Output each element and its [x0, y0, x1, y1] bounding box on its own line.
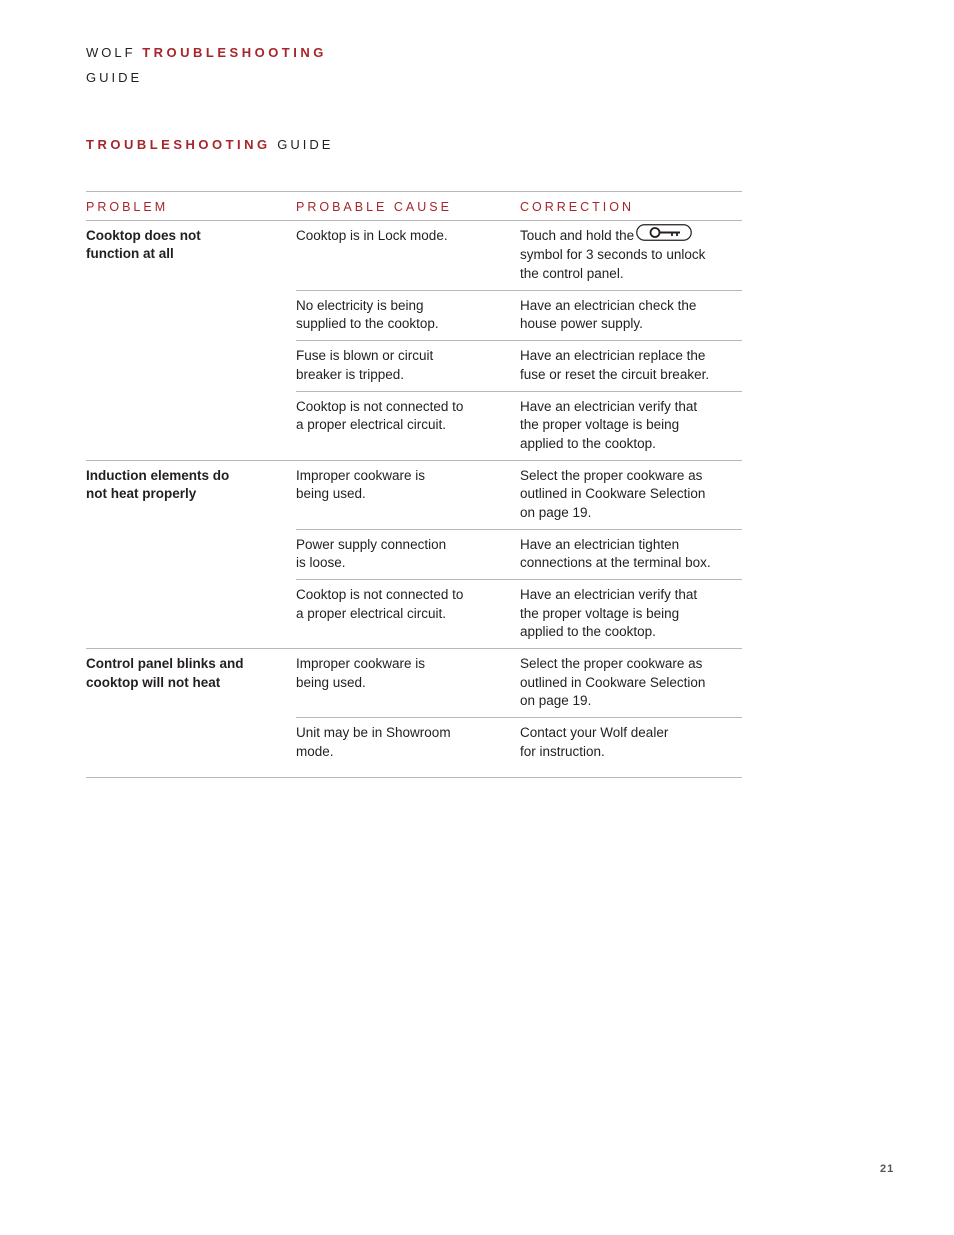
table-row [296, 291, 742, 342]
key-icon [636, 224, 692, 246]
problem-label: Control panel blinks and cooktop will not heat [86, 656, 244, 690]
problem-label: Induction elements do not heat properly [86, 467, 230, 502]
table-row [296, 530, 742, 581]
running-header [86, 40, 327, 90]
column-header-cause: PROBABLE CAUSE [296, 200, 452, 214]
cause-cell: Power supply connection is loose. [296, 536, 447, 571]
correction-cell: Select the proper cookware as outlined in Cookware Selection on page 19. [520, 656, 706, 708]
correction-cell: Contact your Wolf dealer for instruction. [520, 725, 669, 759]
correction-cell: Have an electrician replace the fuse or reset the circuit breaker. [520, 348, 710, 382]
page-number: 21 [880, 1163, 895, 1175]
correction-text-pre: Touch and hold the [520, 228, 635, 244]
correction-text-post: symbol for 3 seconds to unlock the control panel. [520, 247, 706, 281]
cause-cell: Unit may be in Showroom mode. [296, 725, 451, 759]
section-title-bold: TROUBLESHOOTING [86, 137, 271, 152]
troubleshooting-table [86, 191, 742, 778]
cause-cell: Improper cookware is being used. [296, 656, 426, 690]
cause-cell: Cooktop is not connected to a proper electrical circuit. [296, 399, 464, 433]
cause-cell: Cooktop is in Lock mode. [296, 228, 448, 243]
table-row [296, 649, 742, 718]
problem-label: Cooktop does not function at all [86, 228, 201, 262]
column-header-correction: CORRECTION [520, 200, 635, 214]
header-subtitle: GUIDE [86, 70, 143, 85]
correction-cell: Have an electrician verify that the proper voltage is being applied to the cooktop. [520, 399, 698, 451]
column-header-problem: PROBLEM [86, 200, 169, 214]
correction-cell: Select the proper cookware as outlined in Cookware Selection on page 19. [520, 467, 706, 520]
correction-cell: Have an electrician check the house power supply. [520, 297, 697, 332]
correction-cell [520, 227, 742, 283]
table-row [296, 221, 742, 291]
table-row [296, 461, 742, 530]
table-row [296, 580, 742, 648]
table-row [296, 341, 742, 392]
correction-cell: Have an electrician tighten connections at the terminal box. [520, 536, 711, 571]
problem-group [86, 649, 742, 777]
cause-cell: Improper cookware is being used. [296, 467, 426, 502]
problem-group [86, 221, 742, 461]
problem-group [86, 461, 742, 649]
correction-cell: Have an electrician verify that the proper voltage is being applied to the cooktop. [520, 587, 698, 640]
header-title: TROUBLESHOOTING [142, 45, 327, 60]
table-header-row [86, 191, 742, 221]
cause-cell: Fuse is blown or circuit breaker is tripped. [296, 348, 434, 382]
cause-cell: Cooktop is not connected to a proper electrical circuit. [296, 587, 464, 621]
section-title [86, 137, 333, 152]
table-row [296, 718, 742, 777]
table-row [296, 392, 742, 460]
section-title-rest: GUIDE [277, 137, 334, 152]
header-brand: WOLF [86, 45, 136, 60]
cause-cell: No electricity is being supplied to the cooktop. [296, 297, 439, 332]
